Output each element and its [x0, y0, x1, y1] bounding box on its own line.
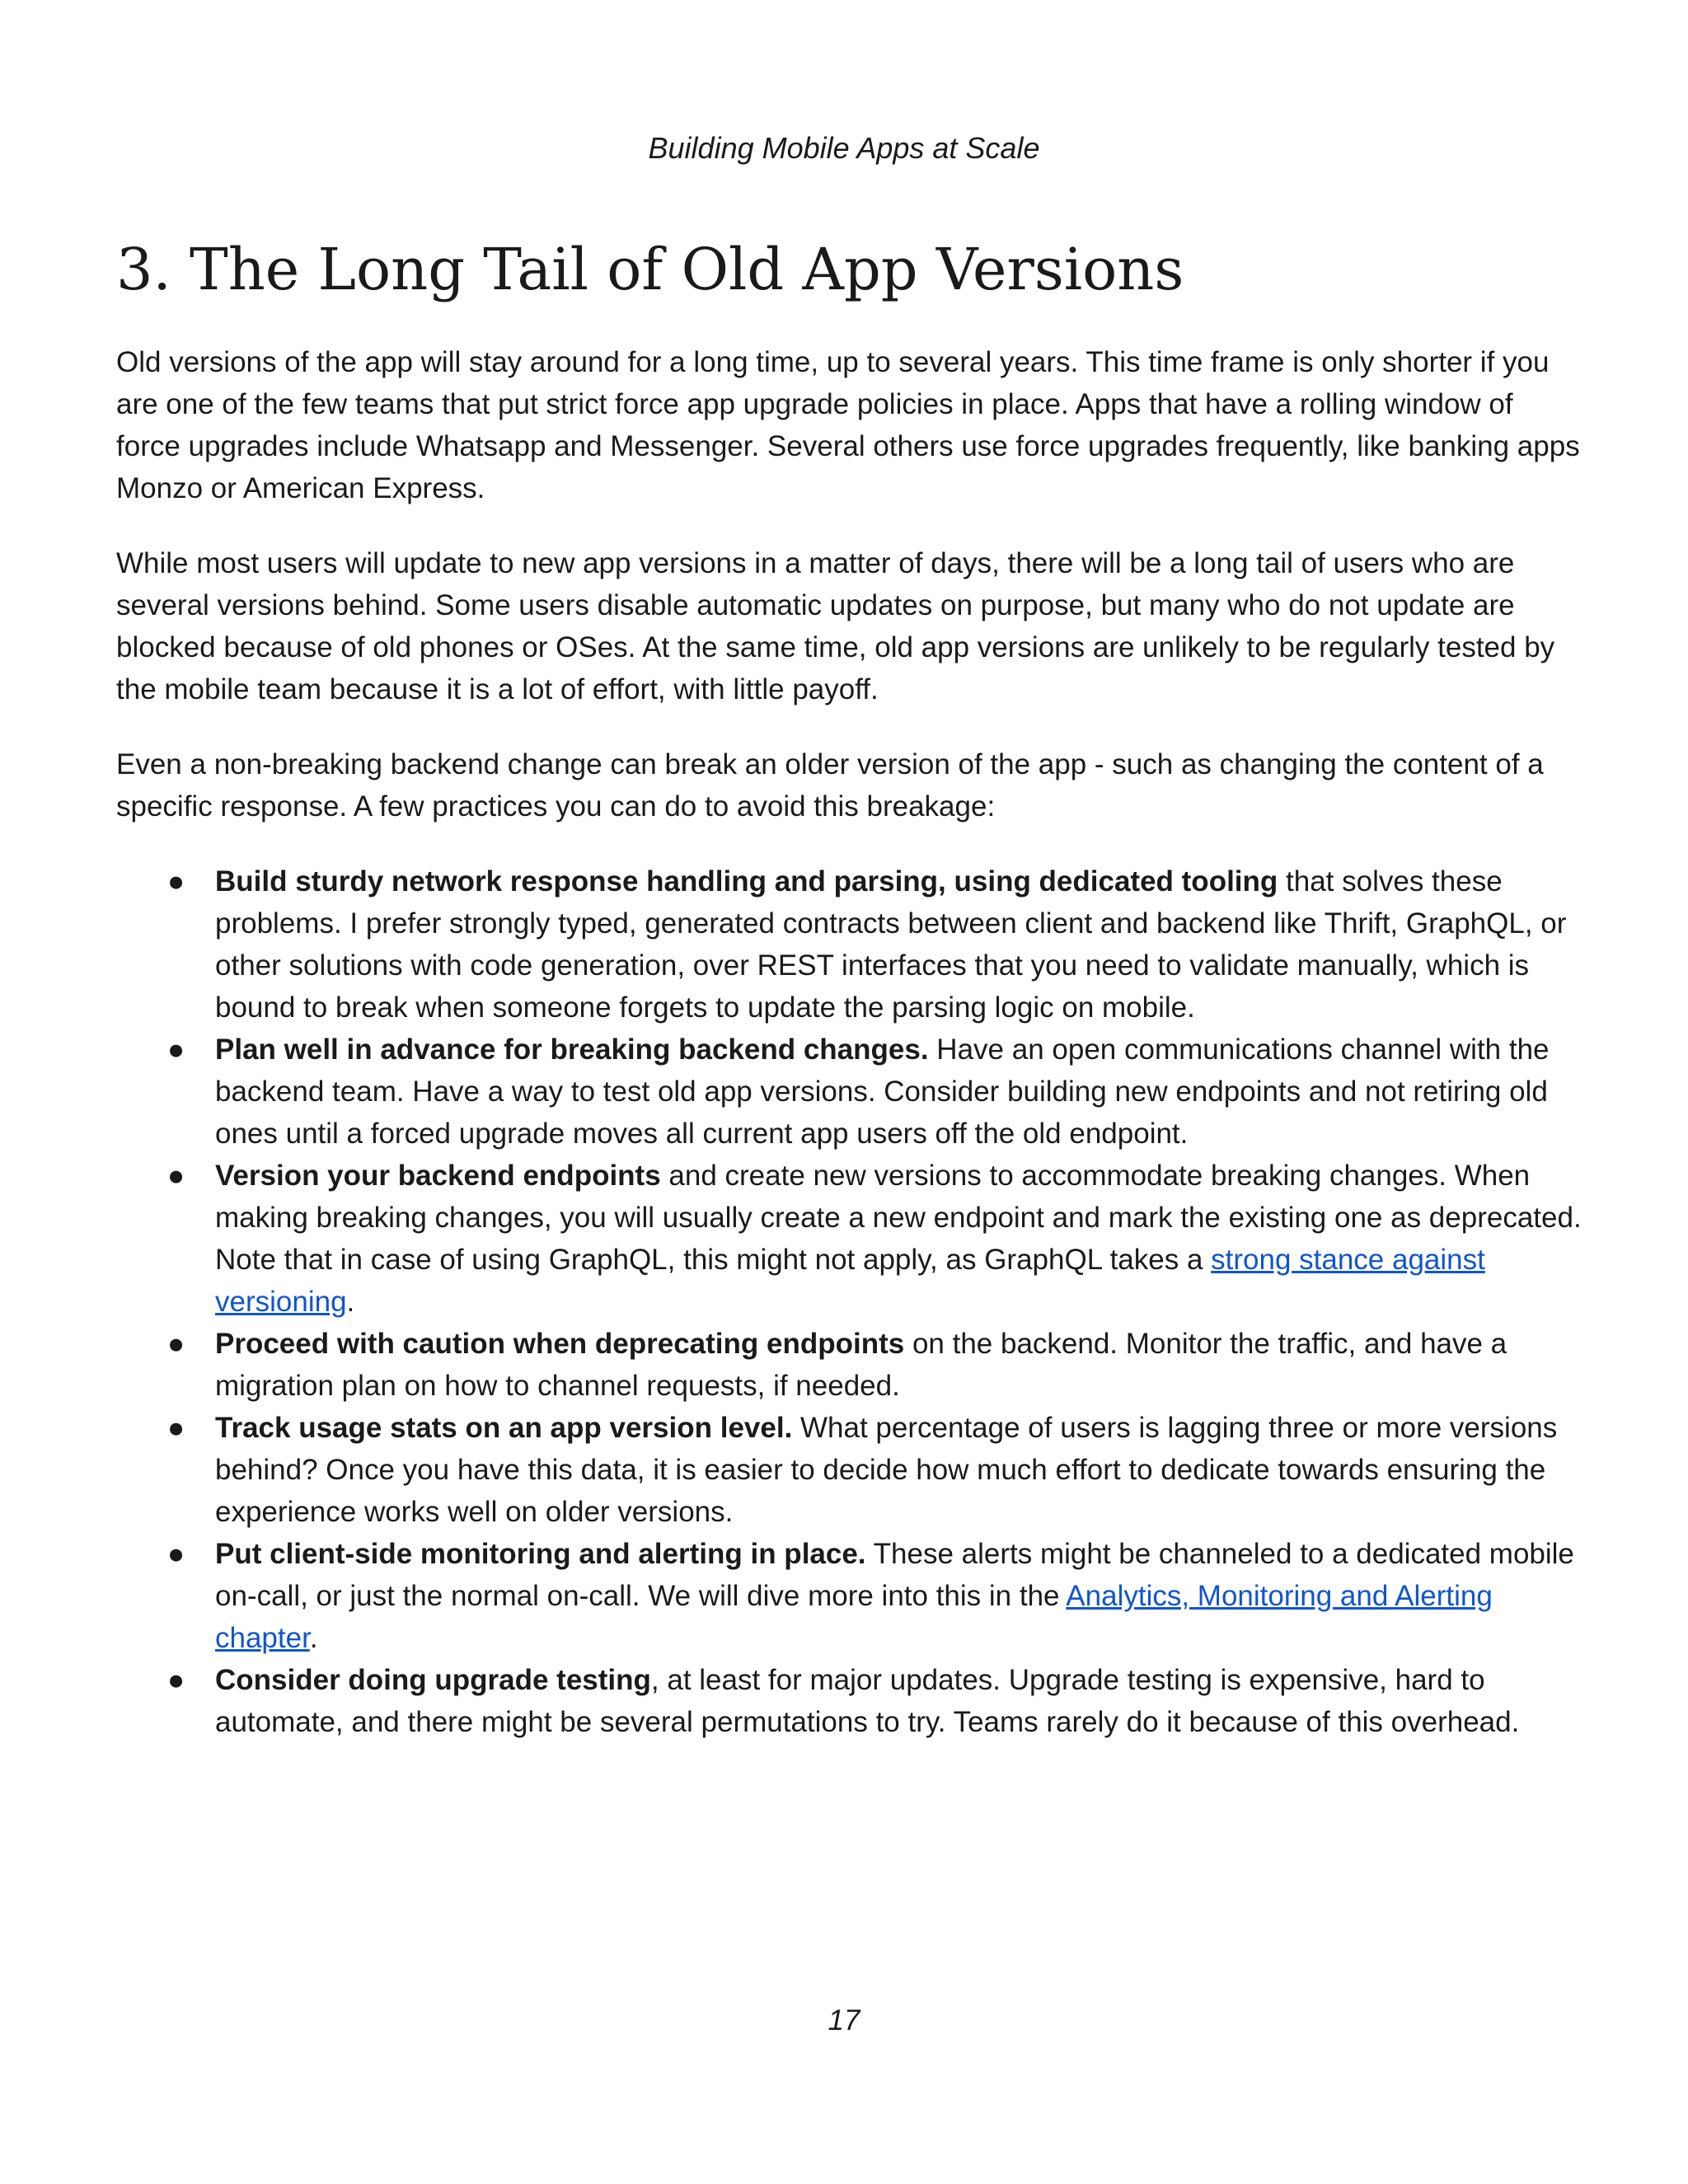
paragraph-long-tail: While most users will update to new app versions in a matter of days, there will be a long tail of users who are several versions behind. Some users disable automatic updates on purpose, but many who do not update are blocked because of old phones or OSes. At the same time, old app versions are unlikely to be regularly tested by the mobile team because it is a lot of effort, with little payoff. [116, 547, 1555, 705]
practices-list [116, 860, 1583, 1743]
list-item-text: What percentage of users is lagging three or more versions behind? Once you have this data, it is easier to decide how much effort to dedicate towards ensuring the experience works well on older versions. [215, 1412, 1558, 1528]
list-item-trailing: . [346, 1286, 355, 1318]
bullet-icon: ● [167, 1160, 185, 1192]
link-graphql-versioning[interactable]: strong stance against versioning [215, 1244, 1485, 1318]
list-item-text: that solves these problems. I prefer strongly typed, generated contracts between client and backend like Thrift, GraphQL, or other solutions with code generation, over REST interfaces that you need to validate manually, which is bound to break when someone forgets to update the parsing logic on mobile. [215, 865, 1567, 1024]
running-header: Building Mobile Apps at Scale [648, 131, 1040, 165]
list-item [116, 1323, 1583, 1407]
list-item-lead: Put client-side monitoring and alerting in place. [215, 1538, 866, 1570]
bullet-icon: ● [167, 1033, 185, 1066]
list-item [116, 1659, 1583, 1743]
list-item-text: on the backend. Monitor the traffic, and have a migration plan on how to channel requests, if needed. [215, 1328, 1507, 1402]
list-item-lead: Consider doing upgrade testing [215, 1664, 651, 1696]
list-item-text: and create new versions to accommodate breaking changes. When making breaking changes, you will usually create a new endpoint and mark the existing one as deprecated. Note that in case of using GraphQL, this might not apply, as GraphQL takes a [215, 1160, 1582, 1276]
list-item-lead: Build sturdy network response handling and parsing, using dedicated tooling [215, 865, 1278, 898]
list-item-lead: Plan well in advance for breaking backend changes. [215, 1033, 929, 1066]
link-analytics-chapter[interactable]: Analytics, Monitoring and Alerting chapter [215, 1580, 1493, 1654]
list-item-text: These alerts might be channeled to a dedicated mobile on-call, or just the normal on-call. We will dive more into this in the [215, 1538, 1574, 1612]
list-item [116, 1533, 1583, 1659]
bullet-icon: ● [167, 1664, 185, 1696]
bullet-icon: ● [167, 865, 185, 898]
list-item-text: , at least for major updates. Upgrade testing is expensive, hard to automate, and there might be several permutations to try. Teams rarely do it because of this overhead. [215, 1664, 1520, 1738]
list-item [116, 1029, 1583, 1155]
page-number: 17 [828, 2004, 860, 2036]
bullet-icon: ● [167, 1412, 185, 1444]
list-item [116, 860, 1583, 1029]
list-item-lead: Proceed with caution when deprecating endpoints [215, 1328, 905, 1360]
list-item-text: Have an open communications channel with the backend team. Have a way to test old app versions. Consider building new endpoints and not retiring old ones until a forced upgrade moves all current app users off the old endpoint. [215, 1033, 1550, 1150]
list-item-lead: Track usage stats on an app version level. [215, 1412, 793, 1444]
chapter-body [116, 341, 1583, 1743]
paragraph-intro: Old versions of the app will stay around for a long time, up to several years. This time frame is only shorter if you are one of the few teams that put strict force app upgrade policies in place. Apps that have a rolling window of force upgrades include Whatsapp and Messenger. Several others use force upgrades frequently, like banking apps Monzo or American Express. [116, 346, 1580, 504]
chapter-title: 3. The Long Tail of Old App Versions [116, 236, 1184, 303]
bullet-icon: ● [167, 1538, 185, 1570]
list-item [116, 1155, 1583, 1323]
list-item-lead: Version your backend endpoints [215, 1160, 661, 1192]
list-item-trailing: . [309, 1622, 318, 1654]
list-item [116, 1407, 1583, 1533]
bullet-icon: ● [167, 1328, 185, 1360]
paragraph-practices-intro: Even a non-breaking backend change can break an older version of the app - such as changing the content of a specific response. A few practices you can do to avoid this breakage: [116, 748, 1544, 823]
